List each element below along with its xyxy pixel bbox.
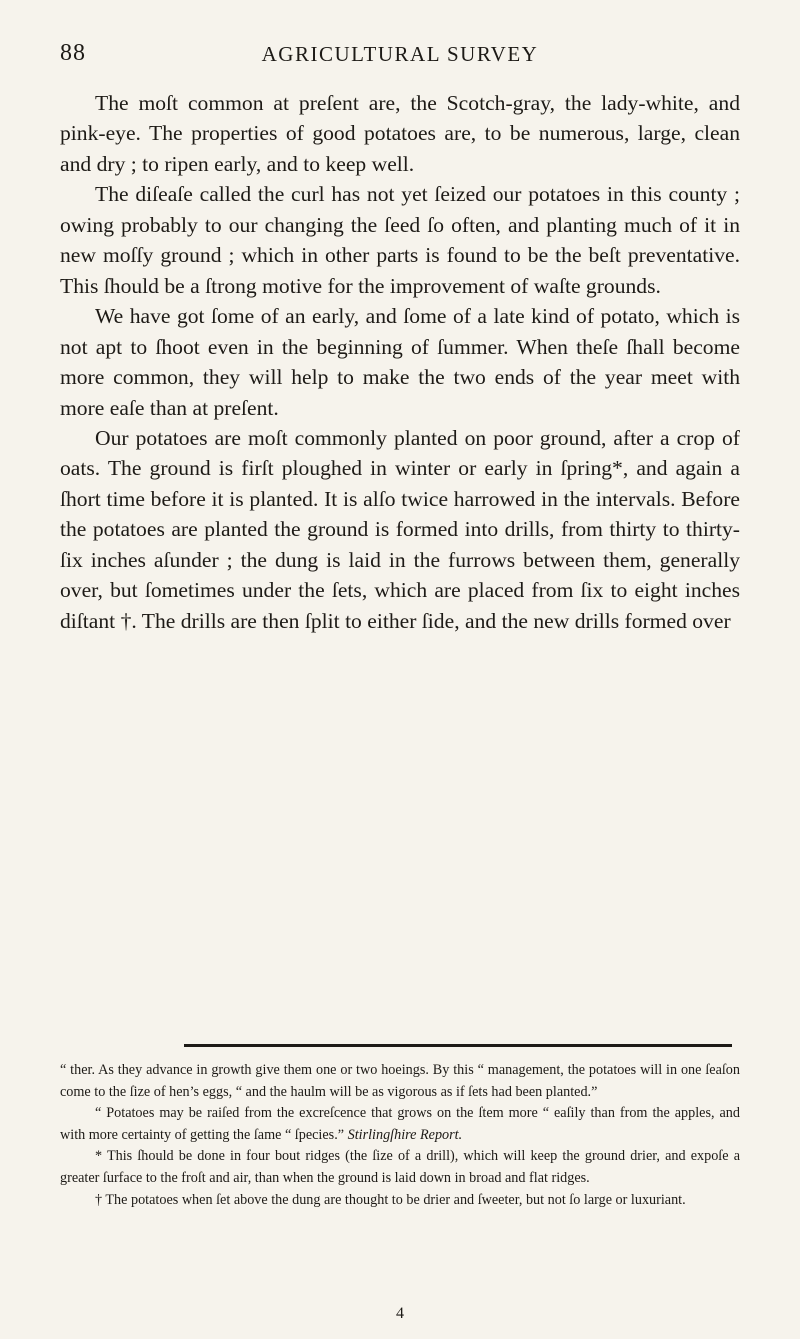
running-title: AGRICULTURAL SURVEY [261, 42, 539, 66]
body-text [60, 88, 740, 636]
signature-mark: 4 [396, 1305, 404, 1322]
paragraph-planting: Our potatoes are moſt commonly planted on poor ground, after a crop of oats. The ground is firſt ploughed in winter or early in ſpring*, and again a ſhort time before it is planted. It is alſo twice harrowed in the intervals. Before the potatoes are planted the ground is formed into drills, from thirty to thirty-ſix inches aſunder ; the dung is laid in the furrows between them, generally over, but ſometimes under the ſets, which are placed from ſix to eight inches diſtant †. The drills are then ſplit to either ſide, and the new drills formed over [60, 425, 740, 633]
footnote-excrescence [60, 1103, 740, 1146]
footnote-dagger: † The potatoes when ſet above the dung are thought to be drier and ſweeter, but not ſo large or luxuriant. [95, 1191, 686, 1208]
footnote-source: Stirlingſhire Report. [347, 1126, 463, 1143]
page-number: 88 [60, 40, 86, 66]
footnote-excrescence-text: “ Potatoes may be raiſed from the excreſcence that grows on the ſtem more “ eaſily than from the apples, and with more certainty of getting the ſame “ ſpecies.” [60, 1105, 740, 1143]
footnote-continued: “ ther. As they advance in growth give them one or two hoeings. By this “ management, the potatoes will in one ſeaſon come to the ſize of hen’s eggs, “ and the haulm will be as vigorous as if ſets had been planted.” [60, 1062, 740, 1100]
paragraph-early-late-kinds: We have got ſome of an early, and ſome of a late kind of potato, which is not apt to ſhoot even in the beginning of ſummer. When theſe ſhall become more common, they will help to make the two ends of the year meet with more eaſe than at preſent. [60, 304, 740, 420]
footnotes [60, 1060, 740, 1211]
footnote-divider [184, 1044, 732, 1047]
page-header [60, 40, 740, 80]
paragraph-varieties: The moſt common at preſent are, the Scotch-gray, the lady-white, and pink-eye. The properties of good potatoes are, to be numerous, large, clean and dry ; to ripen early, and to keep well. [60, 91, 740, 176]
footnote-asterisk: * This ſhould be done in four bout ridges (the ſize of a drill), which will keep the ground drier, and expoſe a greater ſurface to the froſt and air, than when the ground is laid down in broad and flat ridges. [60, 1148, 740, 1186]
paragraph-curl-disease: The diſeaſe called the curl has not yet ſeized our potatoes in this county ; owing probably to our changing the ſeed ſo often, and planting much of it in new moſſy ground ; which in other parts is found to be the beſt preventative. This ſhould be a ſtrong motive for the improvement of waſte grounds. [60, 182, 740, 298]
